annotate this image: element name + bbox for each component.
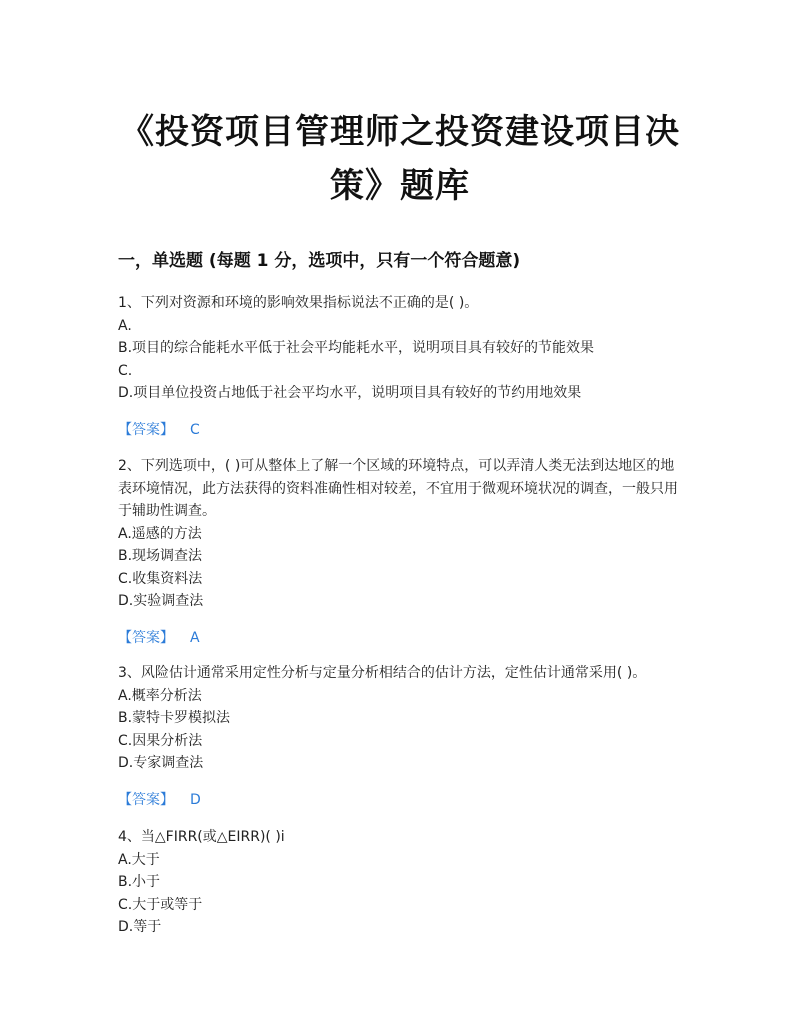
question-2 <box>118 455 688 649</box>
option-a: A.概率分析法 <box>118 687 202 704</box>
question-4 <box>118 826 688 939</box>
question-stem: 4、当△FIRR(或△EIRR)( )i <box>118 829 285 845</box>
answer-line <box>118 419 688 442</box>
option-a: A.遥感的方法 <box>118 525 202 542</box>
option-c: C.因果分析法 <box>118 732 203 749</box>
option-b: B.蒙特卡罗模拟法 <box>118 710 231 726</box>
question-stem: 2、下列选项中，( )可从整体上了解一个区域的环境特点，可以弄清人类无法到达地区的地表环境情况，此方法获得的资料准确性相对较差，不宜用于微观环境状况的调查，一般只用于辅助性调查。 <box>118 458 678 519</box>
option-d: D.实验调查法 <box>118 593 204 609</box>
section-heading: 一，单选题 (每题 1 分，选项中，只有一个符合题意) <box>118 251 521 271</box>
option-d: D.等于 <box>118 919 162 935</box>
question-1 <box>118 292 688 441</box>
option-d: D.项目单位投资占地低于社会平均水平，说明项目具有较好的节约用地效果 <box>118 385 582 401</box>
question-stem: 3、风险估计通常采用定性分析与定量分析相结合的估计方法，定性估计通常采用( )。 <box>118 665 647 681</box>
answer-tag: 【答案】 <box>118 629 174 646</box>
answer-tag: 【答案】 <box>118 421 174 438</box>
answer-line <box>118 627 688 650</box>
answer-value: A <box>190 629 200 646</box>
question-3 <box>118 662 688 811</box>
option-b: B.项目的综合能耗水平低于社会平均能耗水平，说明项目具有较好的节能效果 <box>118 340 595 356</box>
option-b: B.现场调查法 <box>118 548 203 564</box>
answer-tag: 【答案】 <box>118 791 174 808</box>
title-line-1: 《投资项目管理师之投资建设项目决 <box>120 112 680 152</box>
option-a: A. <box>118 317 132 334</box>
answer-value: C <box>190 421 200 438</box>
option-d: D.专家调查法 <box>118 755 204 771</box>
answer-value: D <box>190 791 201 808</box>
option-c: C.收集资料法 <box>118 570 203 587</box>
option-a: A.大于 <box>118 851 160 868</box>
question-stem: 1、下列对资源和环境的影响效果指标说法不正确的是( )。 <box>118 295 479 311</box>
option-b: B.小于 <box>118 874 161 890</box>
answer-line <box>118 789 688 812</box>
option-c: C.大于或等于 <box>118 896 203 913</box>
title-line-2: 策》题库 <box>330 166 470 206</box>
page-title <box>100 105 700 213</box>
option-c: C. <box>118 362 133 379</box>
